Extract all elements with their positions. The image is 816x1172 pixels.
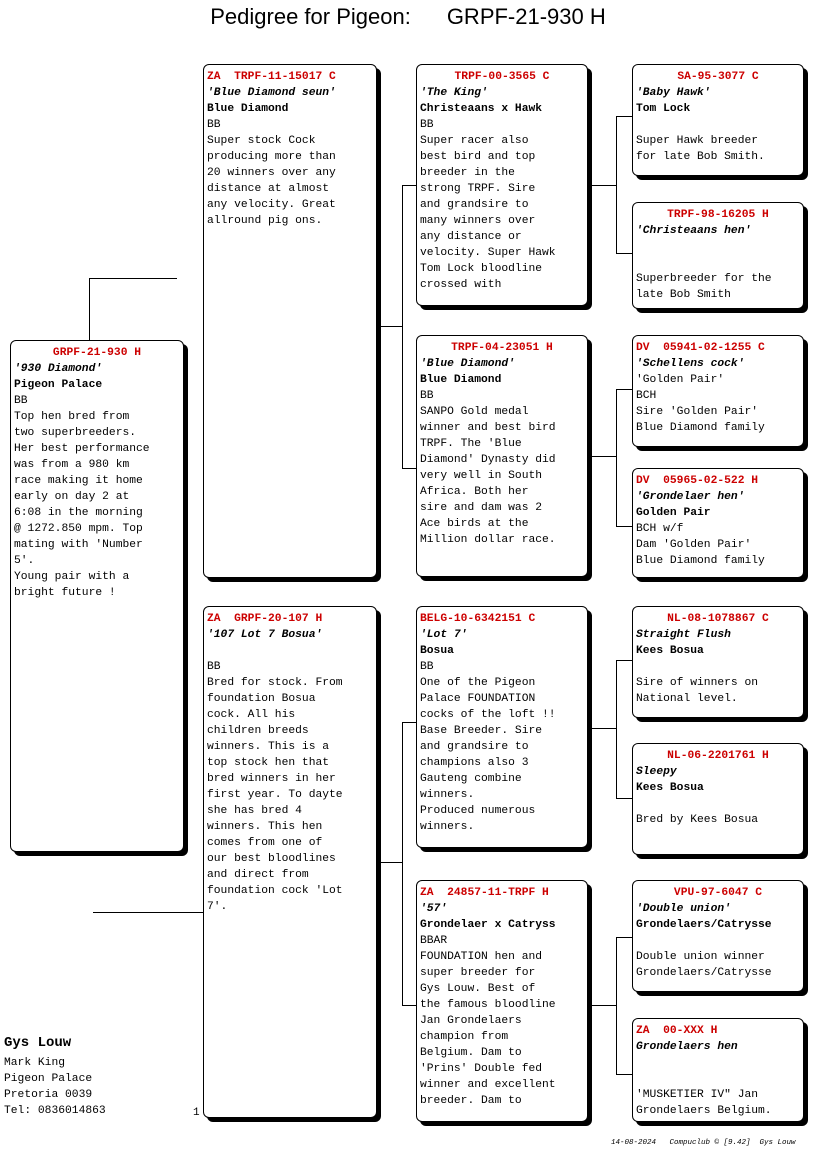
pigeon-name: '107 Lot 7 Bosua' [207,629,323,641]
ring-number: NL-08-1078867 C [667,613,769,625]
sire-sire-card [416,64,588,306]
connector-line [592,456,616,457]
connector-line [616,798,632,799]
page-number: 1 [193,1107,200,1119]
description: Super Hawk breeder for late Bob Smith. [636,135,765,163]
connector-line [89,278,90,340]
dam-sire-card [416,606,588,848]
ring-number: TRPF-98-16205 H [667,209,769,221]
description: Sire of winners on National level. [636,677,759,705]
connector-line [616,526,632,527]
ring-number: DV 05965-02-522 H [636,475,759,487]
empty-color [636,659,800,675]
connector-line [380,862,402,863]
description: FOUNDATION hen and super breeder for Gys Louw. Best of the famous bloodline Jan Grondelaers champion from Belgium. Dam to 'Prins' Double fed winner and excellent breeder. Dam to [420,951,556,1107]
strain: Kees Bosua [636,645,704,657]
pigeon-name: 'Double union' [636,903,731,915]
ring-number: TRPF-04-23051 H [451,342,553,354]
sire-dam-dam-card [632,468,804,578]
title-prefix: Pedigree for Pigeon: [210,4,411,29]
color: BCH w/f [636,523,684,535]
strain: Blue Diamond [207,103,289,115]
connector-line [93,912,203,913]
connector-line [592,185,616,186]
strain: Pigeon Palace [14,379,103,391]
connector-line [616,389,617,526]
color: BB [207,119,221,131]
ring-number: BELG-10-6342151 C [420,613,536,625]
description: Bred for stock. From foundation Bosua cock. All his children breeds winners. This is a top stock hen that bred winners in her first year. To dayte she has bred 4 winners. This hen comes from one of our best bloodlines and direct from foundation cock 'Lot 7'. [207,677,343,913]
dam-dam-card [416,880,588,1122]
owner-phone: Tel: 0836014863 [4,1105,106,1117]
description: One of the Pigeon Palace FOUNDATION cocks of the loft !! Base Breeder. Sire and grandsire to champions also 3 Gauteng combine winners. Produced numerous winners. [420,677,556,833]
ring-number: ZA TRPF-11-15017 C [207,71,336,83]
color: BBAR [420,935,448,947]
ring-number: ZA GRPF-20-107 H [207,613,323,625]
connector-line [402,468,416,469]
connector-line [616,116,617,253]
color: BB [420,119,434,131]
ring-number: GRPF-21-930 H [52,347,142,359]
connector-line [616,937,617,1074]
connector-line [380,326,402,327]
title-ring: GRPF-21-930 H [446,4,606,29]
strain: Grondelaer x Catryss [420,919,556,931]
connector-line [89,278,177,279]
strain: 'Golden Pair' [636,374,725,386]
subject-card [10,340,184,852]
footer-credit: 14-08-2024 Compuclub © [9.42] Gys Louw [611,1139,796,1147]
pigeon-name: '930 Diamond' [14,363,103,375]
empty-color [636,933,800,949]
color: BB [14,395,28,407]
strain: Kees Bosua [636,782,704,794]
empty-color [636,1071,800,1087]
description: Superbreeder for the late Bob Smith [636,273,772,301]
pigeon-name: Straight Flush [636,629,731,641]
description: Sire 'Golden Pair' Blue Diamond family [636,406,765,434]
ring-number: SA-95-3077 C [677,71,759,83]
description: Super stock Cock producing more than 20 winners over any distance at almost any velocity. Great allround pig ons. [207,135,336,227]
description: Top hen bred from two superbreeders. Her best performance was from a 980 km race making it home early on day 2 at 6:08 in the morning @ 1272.850 mpm. Top mating with 'Number 5'. Young pair with a bright future ! [14,411,150,599]
dam-card [203,606,377,1118]
pigeon-name: '57' [420,903,448,915]
sire-dam-card [416,335,588,577]
connector-line [592,1005,616,1006]
pigeon-name: 'Baby Hawk' [636,87,711,99]
pigeon-name: 'Grondelaer hen' [636,491,745,503]
ring-number: ZA 00-XXX H [636,1025,718,1037]
empty-strain [207,643,373,659]
pigeon-name: Sleepy [636,766,677,778]
pigeon-name: 'Schellens cock' [636,358,745,370]
strain: Bosua [420,645,454,657]
strain: Blue Diamond [420,374,502,386]
connector-line [402,185,416,186]
sire-dam-sire-card [632,335,804,447]
empty-color [636,255,800,271]
empty-strain [636,1055,800,1071]
connector-line [402,722,416,723]
dam-dam-sire-card [632,880,804,992]
empty-color [636,117,800,133]
description: SANPO Gold medal winner and best bird TRPF. The 'Blue Diamond' Dynasty did very well in South Africa. Both her sire and dam was 2 Ace birds at the Million dollar race. [420,406,556,546]
ring-number: ZA 24857-11-TRPF H [420,887,549,899]
page-title [0,4,816,30]
dam-dam-dam-card [632,1018,804,1122]
ring-number: DV 05941-02-1255 C [636,342,765,354]
description: Double union winner Grondelaers/Catrysse [636,951,772,979]
pigeon-name: Grondelaers hen [636,1041,738,1053]
connector-line [616,253,632,254]
description: Dam 'Golden Pair' Blue Diamond family [636,539,765,567]
owner-line: Pigeon Palace [4,1073,93,1085]
connector-line [616,937,632,938]
pigeon-name: 'Lot 7' [420,629,468,641]
pigeon-name: 'Christeaans hen' [636,225,752,237]
owner-line: Mark King [4,1057,66,1069]
connector-line [402,185,403,468]
connector-line [616,660,617,798]
ring-number: VPU-97-6047 C [673,887,763,899]
connector-line [616,116,632,117]
pigeon-name: 'The King' [420,87,488,99]
dam-sire-dam-card [632,743,804,855]
owner-name: Gys Louw [4,1035,72,1051]
description: 'MUSKETIER IV" Jan Grondelaers Belgium. [636,1089,772,1117]
connector-line [616,389,632,390]
connector-line [616,660,632,661]
sire-card [203,64,377,578]
color: BCH [636,390,657,402]
strain: Tom Lock [636,103,691,115]
ring-number: NL-06-2201761 H [667,750,769,762]
pigeon-name: 'Blue Diamond seun' [207,87,336,99]
description: Super racer also best bird and top breeder in the strong TRPF. Sire and grandsire to many winners over any distance or velocity. Super Hawk Tom Lock bloodline crossed with [420,135,556,291]
description: Bred by Kees Bosua [636,814,759,826]
color: BB [420,390,434,402]
ring-number: TRPF-00-3565 C [454,71,550,83]
strain: Golden Pair [636,507,711,519]
dam-sire-sire-card [632,606,804,718]
connector-line [402,1005,416,1006]
sire-sire-dam-card [632,202,804,309]
owner-line: Pretoria 0039 [4,1089,93,1101]
color: BB [420,661,434,673]
sire-sire-sire-card [632,64,804,176]
strain: Grondelaers/Catrysse [636,919,772,931]
strain: Christeaans x Hawk [420,103,543,115]
connector-line [592,728,616,729]
owner-info [4,1035,106,1119]
color: BB [207,661,221,673]
empty-color [636,796,800,812]
pigeon-name: 'Blue Diamond' [420,358,515,370]
connector-line [402,722,403,1005]
connector-line [616,1074,632,1075]
empty-strain [636,239,800,255]
